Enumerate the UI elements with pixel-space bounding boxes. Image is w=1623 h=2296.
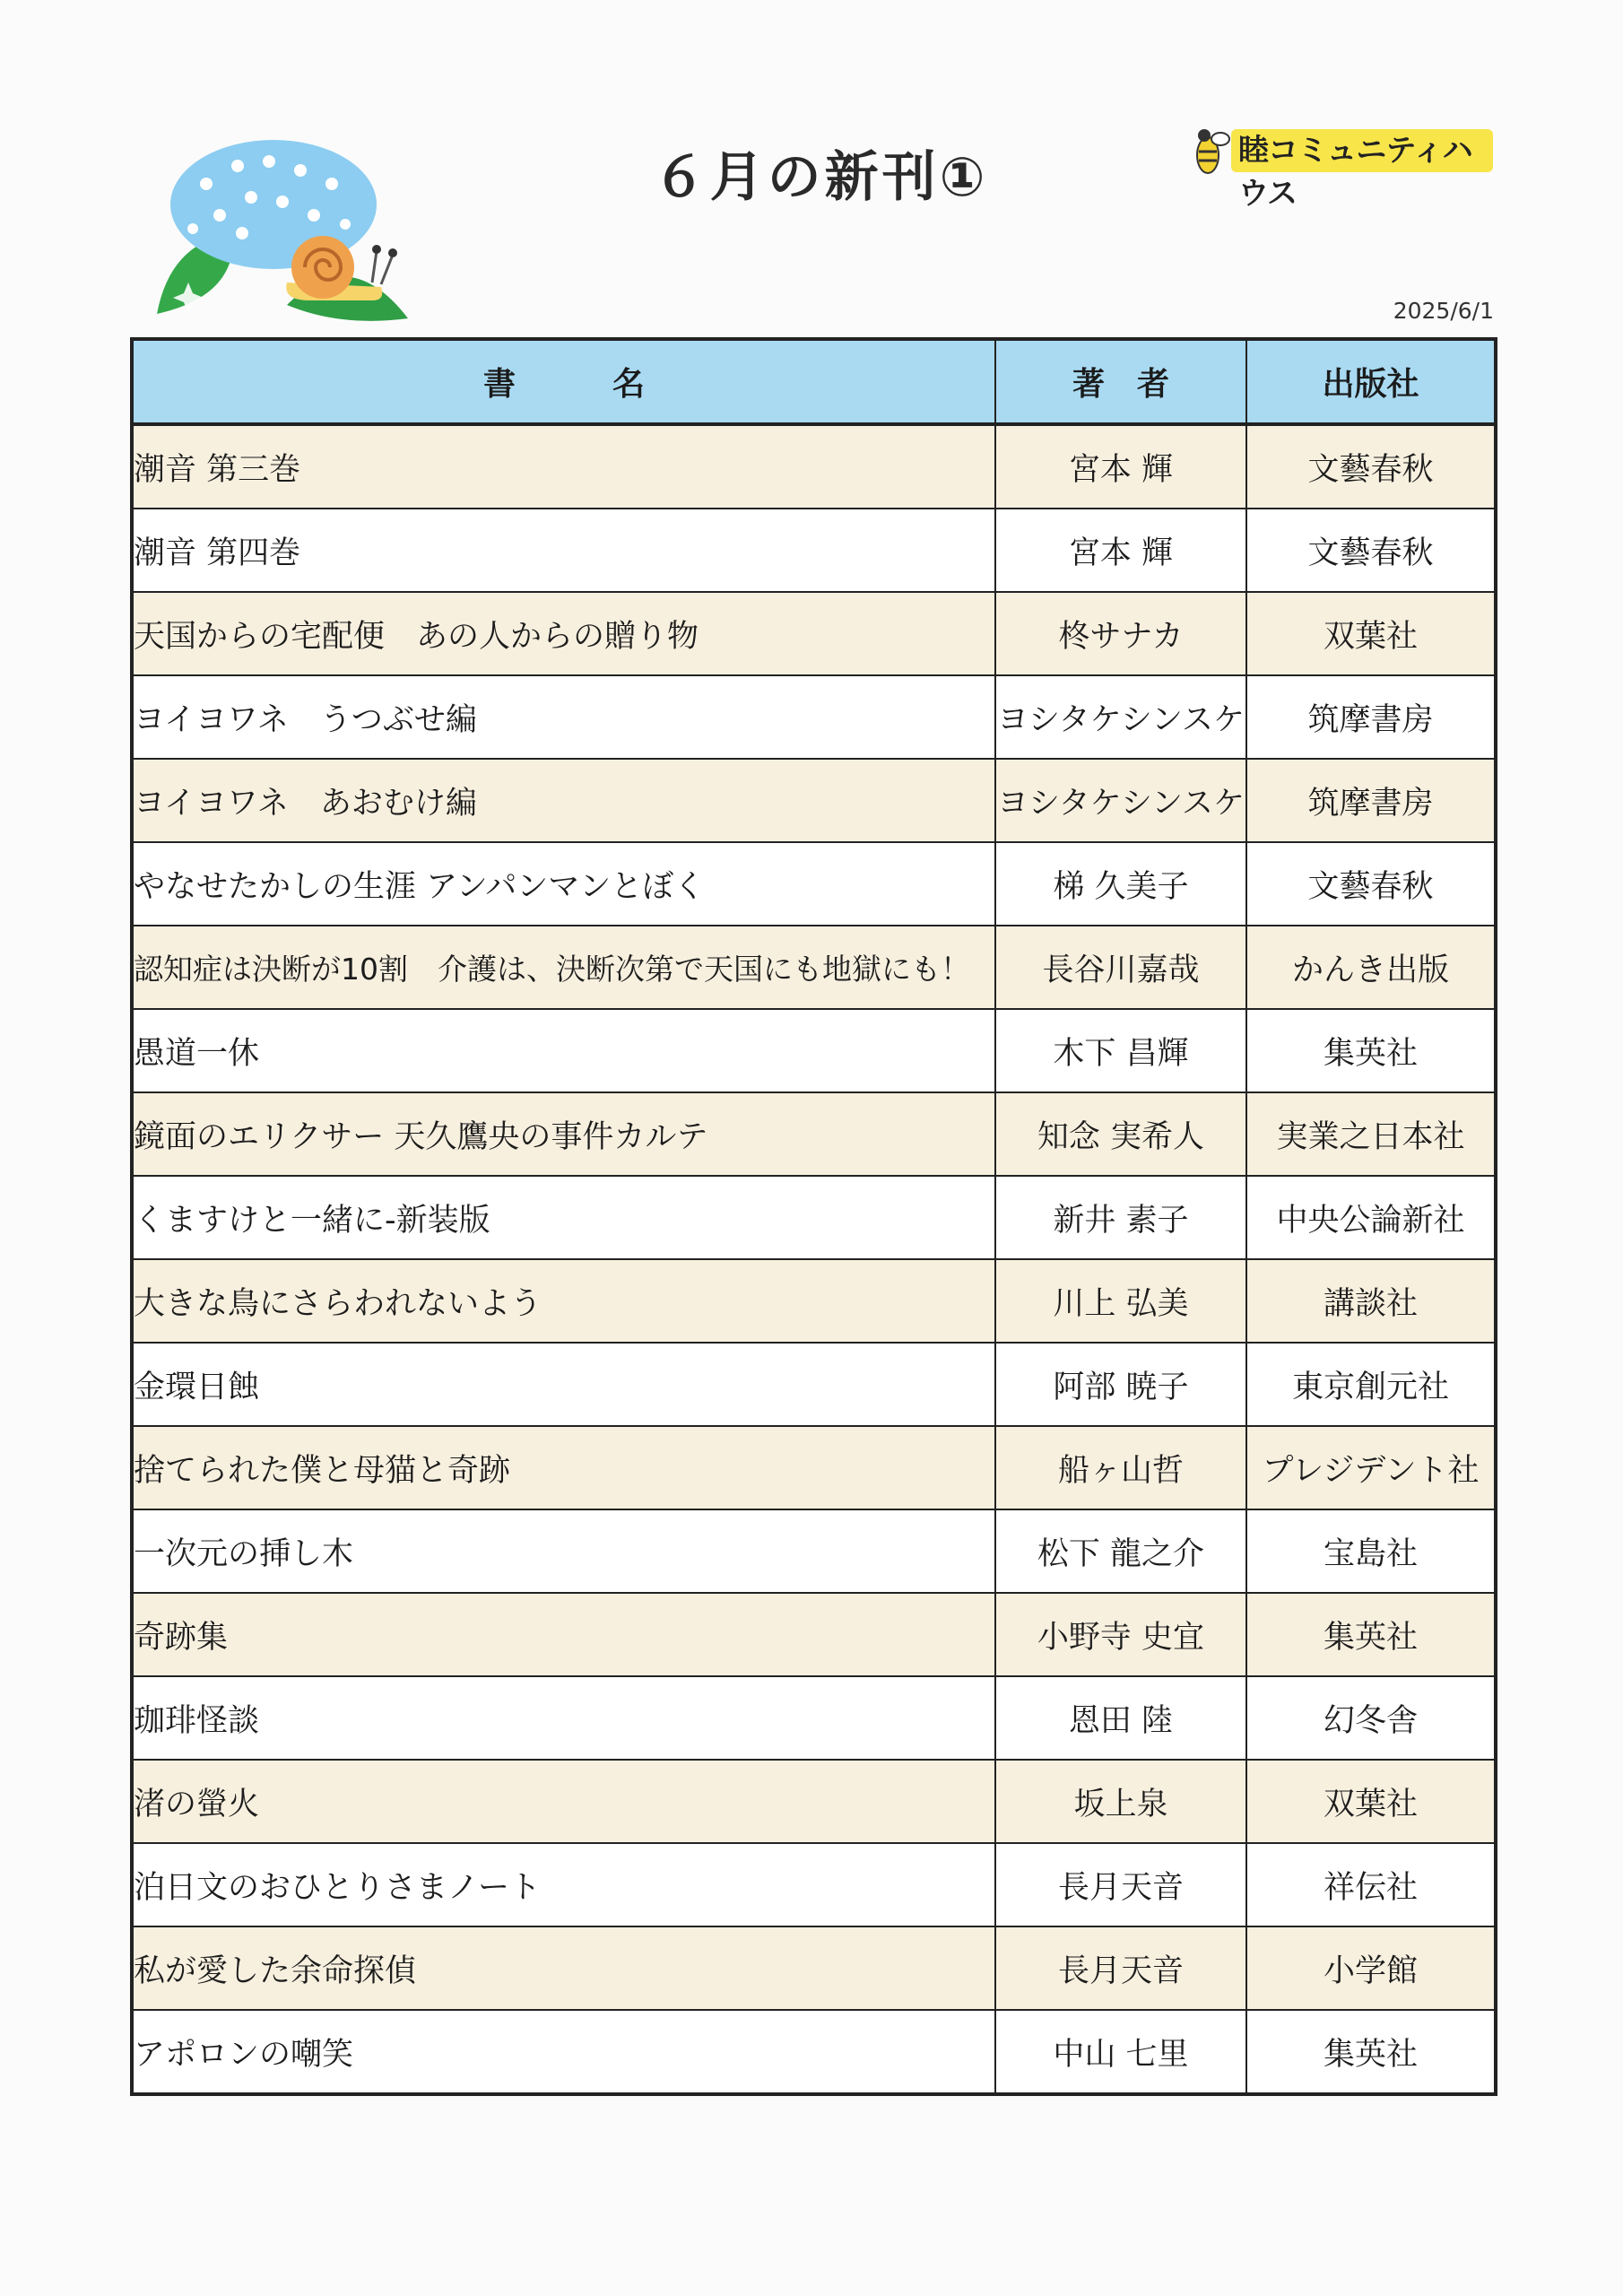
publisher-cell: 幻冬舎 xyxy=(1246,1676,1496,1760)
book-title-cell: 大きな鳥にさらわれないよう xyxy=(132,1259,995,1343)
book-title-cell: 愚道一休 xyxy=(132,1009,995,1092)
author-cell: 恩田 陸 xyxy=(995,1676,1246,1760)
publisher-cell: 双葉社 xyxy=(1246,1760,1496,1843)
book-title-cell: 渚の螢火 xyxy=(132,1760,995,1843)
author-cell: 小野寺 史宜 xyxy=(995,1593,1246,1676)
book-title-cell: アポロンの嘲笑 xyxy=(132,2010,995,2094)
publisher-cell: 集英社 xyxy=(1246,2010,1496,2094)
table-row xyxy=(132,424,1496,509)
author-cell: 川上 弘美 xyxy=(995,1259,1246,1343)
book-title-cell: 捨てられた僕と母猫と奇跡 xyxy=(132,1426,995,1509)
table-row xyxy=(132,509,1496,592)
publisher-cell: 集英社 xyxy=(1246,1593,1496,1676)
publisher-cell: 宝島社 xyxy=(1246,1509,1496,1593)
publisher-cell: 筑摩書房 xyxy=(1246,759,1496,842)
table-row xyxy=(132,1593,1496,1676)
table-row xyxy=(132,1176,1496,1259)
book-title-cell: 私が愛した余命探偵 xyxy=(132,1926,995,2010)
book-title-cell: くますけと一緒に-新装版 xyxy=(132,1176,995,1259)
book-title-cell: 天国からの宅配便 あの人からの贈り物 xyxy=(132,592,995,675)
table-row xyxy=(132,1009,1496,1092)
page-title: ６月の新刊① xyxy=(652,146,989,209)
publisher-cell: 祥伝社 xyxy=(1246,1843,1496,1926)
author-cell: 長月天音 xyxy=(995,1926,1246,2010)
table-row xyxy=(132,1509,1496,1593)
table-header xyxy=(132,339,1496,424)
author-cell: 知念 実希人 xyxy=(995,1092,1246,1176)
publisher-cell: 中央公論新社 xyxy=(1246,1176,1496,1259)
book-title-cell: ヨイヨワネ うつぶせ編 xyxy=(132,675,995,759)
table-row xyxy=(132,592,1496,675)
publisher-cell: 筑摩書房 xyxy=(1246,675,1496,759)
new-books-table xyxy=(130,337,1497,2096)
issue-date: 2025/6/1 xyxy=(1393,298,1494,324)
table-body xyxy=(132,424,1496,2094)
table-row xyxy=(132,2010,1496,2094)
brand-name: 睦コミュニティハウス xyxy=(1231,129,1493,172)
author-cell: 船ヶ山哲 xyxy=(995,1426,1246,1509)
book-title-cell: ヨイヨワネ あおむけ編 xyxy=(132,759,995,842)
book-title-cell: 潮音 第四巻 xyxy=(132,509,995,592)
publisher-cell: 文藝春秋 xyxy=(1246,424,1496,509)
table-row xyxy=(132,1343,1496,1426)
bee-icon xyxy=(1188,119,1231,182)
book-title-cell: 潮音 第三巻 xyxy=(132,424,995,509)
brand-logo xyxy=(1188,115,1493,212)
book-title-cell: やなせたかしの生涯 アンパンマンとぼく xyxy=(132,842,995,926)
publisher-cell: 集英社 xyxy=(1246,1009,1496,1092)
table-row xyxy=(132,1843,1496,1926)
author-cell: 宮本 輝 xyxy=(995,424,1246,509)
table-row xyxy=(132,1760,1496,1843)
author-cell: 新井 素子 xyxy=(995,1176,1246,1259)
table-row xyxy=(132,1092,1496,1176)
table-row xyxy=(132,842,1496,926)
publisher-cell: 小学館 xyxy=(1246,1926,1496,2010)
author-cell: 宮本 輝 xyxy=(995,509,1246,592)
publisher-cell: 文藝春秋 xyxy=(1246,842,1496,926)
publisher-cell: プレジデント社 xyxy=(1246,1426,1496,1509)
author-cell: 柊サナカ xyxy=(995,592,1246,675)
author-cell: 梯 久美子 xyxy=(995,842,1246,926)
column-header-title: 書 名 xyxy=(132,339,995,424)
book-title-cell: 金環日蝕 xyxy=(132,1343,995,1426)
publisher-cell: 双葉社 xyxy=(1246,592,1496,675)
author-cell: 坂上泉 xyxy=(995,1760,1246,1843)
column-header-author: 著 者 xyxy=(995,339,1246,424)
book-title-cell: 鏡面のエリクサー 天久鷹央の事件カルテ xyxy=(132,1092,995,1176)
publisher-cell: かんき出版 xyxy=(1246,926,1496,1009)
table-row xyxy=(132,675,1496,759)
table-row xyxy=(132,1426,1496,1509)
table-row xyxy=(132,759,1496,842)
book-title-cell: 奇跡集 xyxy=(132,1593,995,1676)
column-header-publisher: 出版社 xyxy=(1246,339,1496,424)
hydrangea-snail-illustration xyxy=(152,135,421,323)
author-cell: 木下 昌輝 xyxy=(995,1009,1246,1092)
snail xyxy=(286,236,397,300)
publisher-cell: 実業之日本社 xyxy=(1246,1092,1496,1176)
author-cell: 中山 七里 xyxy=(995,2010,1246,2094)
table-row xyxy=(132,926,1496,1009)
table-row xyxy=(132,1259,1496,1343)
book-title-cell: 泊日文のおひとりさまノート xyxy=(132,1843,995,1926)
book-title-cell: 珈琲怪談 xyxy=(132,1676,995,1760)
author-cell: ヨシタケシンスケ xyxy=(995,759,1246,842)
author-cell: 長月天音 xyxy=(995,1843,1246,1926)
publisher-cell: 文藝春秋 xyxy=(1246,509,1496,592)
table-row xyxy=(132,1926,1496,2010)
publisher-cell: 東京創元社 xyxy=(1246,1343,1496,1426)
author-cell: 長谷川嘉哉 xyxy=(995,926,1246,1009)
publisher-cell: 講談社 xyxy=(1246,1259,1496,1343)
table-row xyxy=(132,1676,1496,1760)
author-cell: 松下 龍之介 xyxy=(995,1509,1246,1593)
header-row xyxy=(132,339,1496,424)
author-cell: ヨシタケシンスケ xyxy=(995,675,1246,759)
book-title-cell: 一次元の挿し木 xyxy=(132,1509,995,1593)
author-cell: 阿部 暁子 xyxy=(995,1343,1246,1426)
book-title-cell: 認知症は決断が10割 介護は、決断次第で天国にも地獄にも！ xyxy=(132,926,995,1009)
